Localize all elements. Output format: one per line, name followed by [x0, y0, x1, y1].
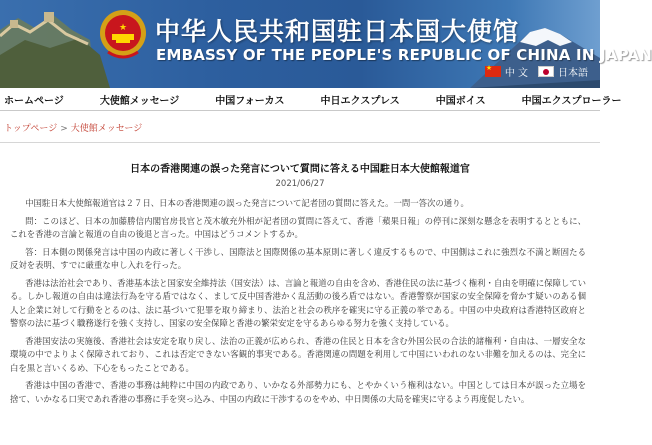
national-emblem-icon: [98, 8, 148, 60]
site-title-english: EMBASSY OF THE PEOPLE'S REPUBLIC OF CHINA IN JAPAN: [156, 46, 652, 64]
svg-text:★: ★: [118, 23, 128, 33]
article-title: 日本の香港関連の誤った発言について質問に答える中国駐日本大使館報道官: [130, 164, 470, 175]
article-body: [0, 189, 600, 406]
site-banner: [0, 0, 652, 88]
article-paragraph: 答：日本側の関係発言は中国の内政に著しく干渉し、国際法と国際関係の基本原則に著しく違反するもので、中国側はこれに強烈な不満と断固たる反対を表明、すでに厳重な申し入れを行った。: [10, 246, 586, 270]
breadcrumb-section-link[interactable]: 大使館メッセージ: [70, 124, 143, 134]
main-navigation: [0, 88, 622, 111]
china-flag-icon[interactable]: [485, 66, 501, 77]
nav-item-embassy-messages[interactable]: 大使館メッセージ: [99, 95, 180, 107]
japan-flag-icon[interactable]: [538, 66, 554, 77]
breadcrumb-separator: >: [60, 124, 68, 134]
nav-item-china-voice[interactable]: 中国ボイス: [435, 95, 486, 107]
language-japanese-link[interactable]: 日本語: [558, 68, 588, 79]
article-paragraph: 香港国安法の実施後、香港社会は安定を取り戻し、法治の正義が広められ、香港の住民と日本を含む外国公民の合法的諸権利・自由は、一層安全な環境の中でよりよく保障されており、これは否定できない客観的事実である。香港関連の問題を利用して中国にいわれのない非難を加えるのは、完全に白を黒と言いくるめ、下心をもったことである。: [10, 335, 586, 373]
site-title-chinese: 中华人民共和国驻日本国大使馆: [155, 17, 520, 46]
breadcrumb: [4, 121, 600, 134]
language-switcher: [485, 64, 594, 79]
nav-item-china-explorer[interactable]: 中国エクスプローラー: [521, 95, 622, 107]
nav-item-china-focus[interactable]: 中国フォーカス: [215, 95, 285, 107]
article-paragraph: 香港は法治社会であり、香港基本法と国家安全維持法（国安法）は、言論と報道の自由を含め、香港住民の法に基づく権利・自由を明確に保障している。しかし報道の自由は違法行為を守る盾ではなく、まして反中国香港かく乱活動の後ろ盾ではない。香港警察が国家の安全保障を脅かす疑いのある個人と企業に対して行動をとるのは、法に基づいて犯罪を取り締まり、法治と社会の秩序を確実に守る正義の挙である。中国の中央政府は香港特区政府と警察の法に基づく職務遂行を強く支持し、国家の安全保障と香港の繁栄安定を守るあらゆる努力を強く支持している。: [10, 277, 586, 328]
language-chinese-link[interactable]: 中 文: [504, 68, 528, 79]
article-paragraph: 中国駐日本大使館報道官は２７日、日本の香港関連の誤った発言について記者団の質問に答えた。一問一答次の通り。: [25, 198, 469, 208]
breadcrumb-home-link[interactable]: トップページ: [4, 124, 58, 134]
article-paragraph: 香港は中国の香港で、香港の事務は純粋に中国の内政であり、いかなる外部勢力にも、とやかくいう権利はない。中国としては日本が誤った立場を捨て、いかなる口実であれ香港の事務に手を突っ込み、中国の内政に干渉するのをやめ、中日関係の大局を確実に守るよう再度促したい。: [10, 380, 586, 404]
nav-item-china-japan-express[interactable]: 中日エクスプレス: [320, 95, 400, 107]
nav-item-home[interactable]: ホームページ: [4, 95, 64, 107]
article-paragraph: 問：このほど、日本の加藤勝信内閣官房長官と茂木敏充外相が記者団の質問に答えて、香港「蘋果日報」の停刊に深刻な懸念を表明するとともに、これを香港の言論と報道の自由の後退と言った。中国はどうコメントするか。: [10, 215, 586, 239]
article-date: 2021/06/27: [275, 179, 325, 189]
content-divider: [0, 142, 600, 143]
